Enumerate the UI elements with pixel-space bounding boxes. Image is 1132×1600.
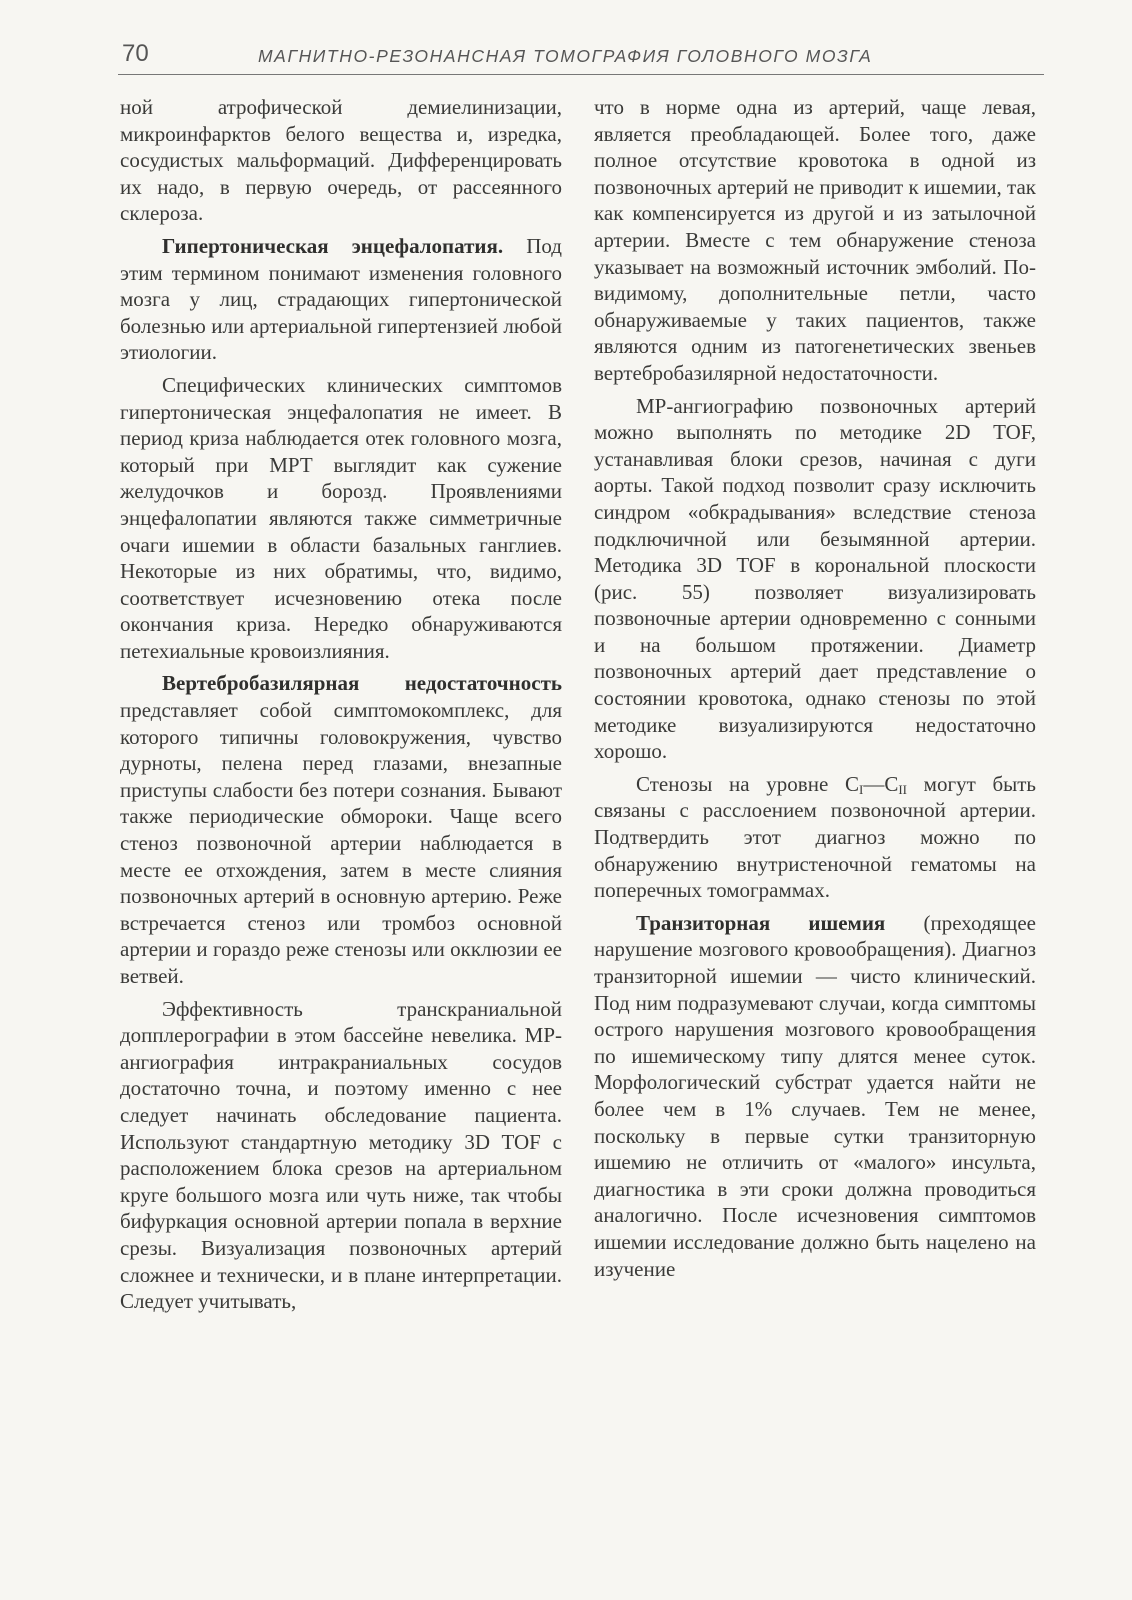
term-heading: Вертебробазилярная недостаточность xyxy=(162,671,562,696)
paragraph-vertebrobasilar-insufficiency xyxy=(120,670,562,989)
paragraph: Специфических клинических симптомов гипертоническая энцефалопатия не имеет. В период криза наблюдается отек головного мозга, который при МРТ выглядит как сужение желудочков и борозд. Проявлениями энцефалопатии являются также симметричные очаги ишемии в области базальных ганглиев. Некоторые из них обратимы, что, видимо, соответствует исчезновению отека после окончания криза. Нередко обнаруживаются петехиальные кровоизлияния. xyxy=(120,372,562,663)
subscript: II xyxy=(898,781,907,797)
page-number: 70 xyxy=(122,40,149,67)
paragraph: ной атрофической демиелинизации, микроинфарктов белого вещества и, изредка, сосудистых мальформаций. Дифференцировать их надо, в первую очередь, от рассеянного склероза. xyxy=(120,95,562,226)
paragraph-text: Под этим термином понимают изменения головного мозга у лиц, страдающих гипертонической болезнью или артериальной гипертензией любой этиологии. xyxy=(120,233,562,365)
paragraph-text: (преходящее нарушение мозгового кровообращения). Диагноз транзиторной ишемии — чисто клинический. Под ним подразумевают случаи, когда симптомы острого нарушения мозгового кровообращения по ишемическому типу длятся менее суток. Морфологический субстрат удается найти не более чем в 1% случаев. Тем не менее, поскольку в первые сутки транзиторную ишемию не отличить от «малого» инсульта, диагностика в эти сроки должна проводиться аналогично. После исчезновения симптомов ишемии исследование должно быть нацелено на изучение xyxy=(594,910,1036,1281)
paragraph-hypertensive-encephalopathy xyxy=(120,233,562,366)
paragraph: Эффективность транскраниальной допплерографии в этом бассейне невелика. МР-ангиография интракраниальных сосудов достаточно точна, и поэтому именно с нее следует начинать обследование пациента. Используют стандартную методику 3D TOF с расположением блока срезов на артериальном круге большого мозга или чуть ниже, так чтобы бифуркация основной артерии попала в верхние срезы. Визуализация позвоночных артерий сложнее и технически, и в плане интерпретации. Следует учитывать, xyxy=(120,996,562,1314)
paragraph-text: —C xyxy=(863,771,899,796)
left-column xyxy=(120,94,562,1315)
subscript: I xyxy=(858,781,864,797)
paragraph-stenoses xyxy=(594,771,1036,904)
paragraph: МР-ангиографию позвоночных артерий можно выполнять по методике 2D TOF, устанавливая блоки срезов, начиная с дуги аорты. Такой подход позволит сразу исключить синдром «обкрадывания» вследствие стеноза подключичной или безымянной артерии. Методика 3D TOF в корональной плоскости (рис. 55) позволяет визуализировать позвоночные артерии одновременно с сонными и на большом протяжении. Диаметр позвоночных артерий дает представление о состоянии кровотока, однако стенозы по этой методике визуализируются недостаточно хорошо. xyxy=(594,393,1036,764)
running-title: МАГНИТНО-РЕЗОНАНСНАЯ ТОМОГРАФИЯ ГОЛОВНОГО МОЗГА xyxy=(258,46,873,66)
header-rule xyxy=(118,74,1044,75)
paragraph: что в норме одна из артерий, чаще левая, является преобладающей. Более того, даже полное отсутствие кровотока в одной из позвоночных артерий не приводит к ишемии, так как компенсируется из другой и из затылочной артерии. Вместе с тем обнаружение стеноза указывает на возможный источник эмболий. По-видимому, дополнительные петли, часто обнаруживаемые у таких пациентов, также являются одним из патогенетических звеньев вертебробазилярной недостаточности. xyxy=(594,95,1036,385)
page-header xyxy=(118,38,1044,78)
paragraph-transient-ischemia xyxy=(594,910,1036,1282)
term-heading: Транзиторная ишемия xyxy=(636,910,886,935)
term-heading: Гипертоническая энцефалопатия. xyxy=(162,233,504,258)
paragraph-text: представляет собой симптомокомплекс, для которого типичны головокружения, чувство дурноты, пелена перед глазами, внезапные приступы слабости без потери сознания. Бывают также периодические обмороки. Чаще всего стеноз позвоночной артерии наблюдается в месте ее отхождения, затем в месте слияния позвоночных артерий в основную артерию. Реже встречается стеноз или тромбоз основной артерии и гораздо реже стенозы или окклюзии ее ветвей. xyxy=(120,698,562,988)
right-column xyxy=(594,94,1036,1282)
paragraph-text: Стенозы на уровне C xyxy=(636,771,859,796)
paragraph-text: могут быть связаны с расслоением позвоночной артерии. Подтвердить этот диагноз можно по обнаружению внутристеночной гематомы на поперечных томограммах. xyxy=(594,771,1036,903)
